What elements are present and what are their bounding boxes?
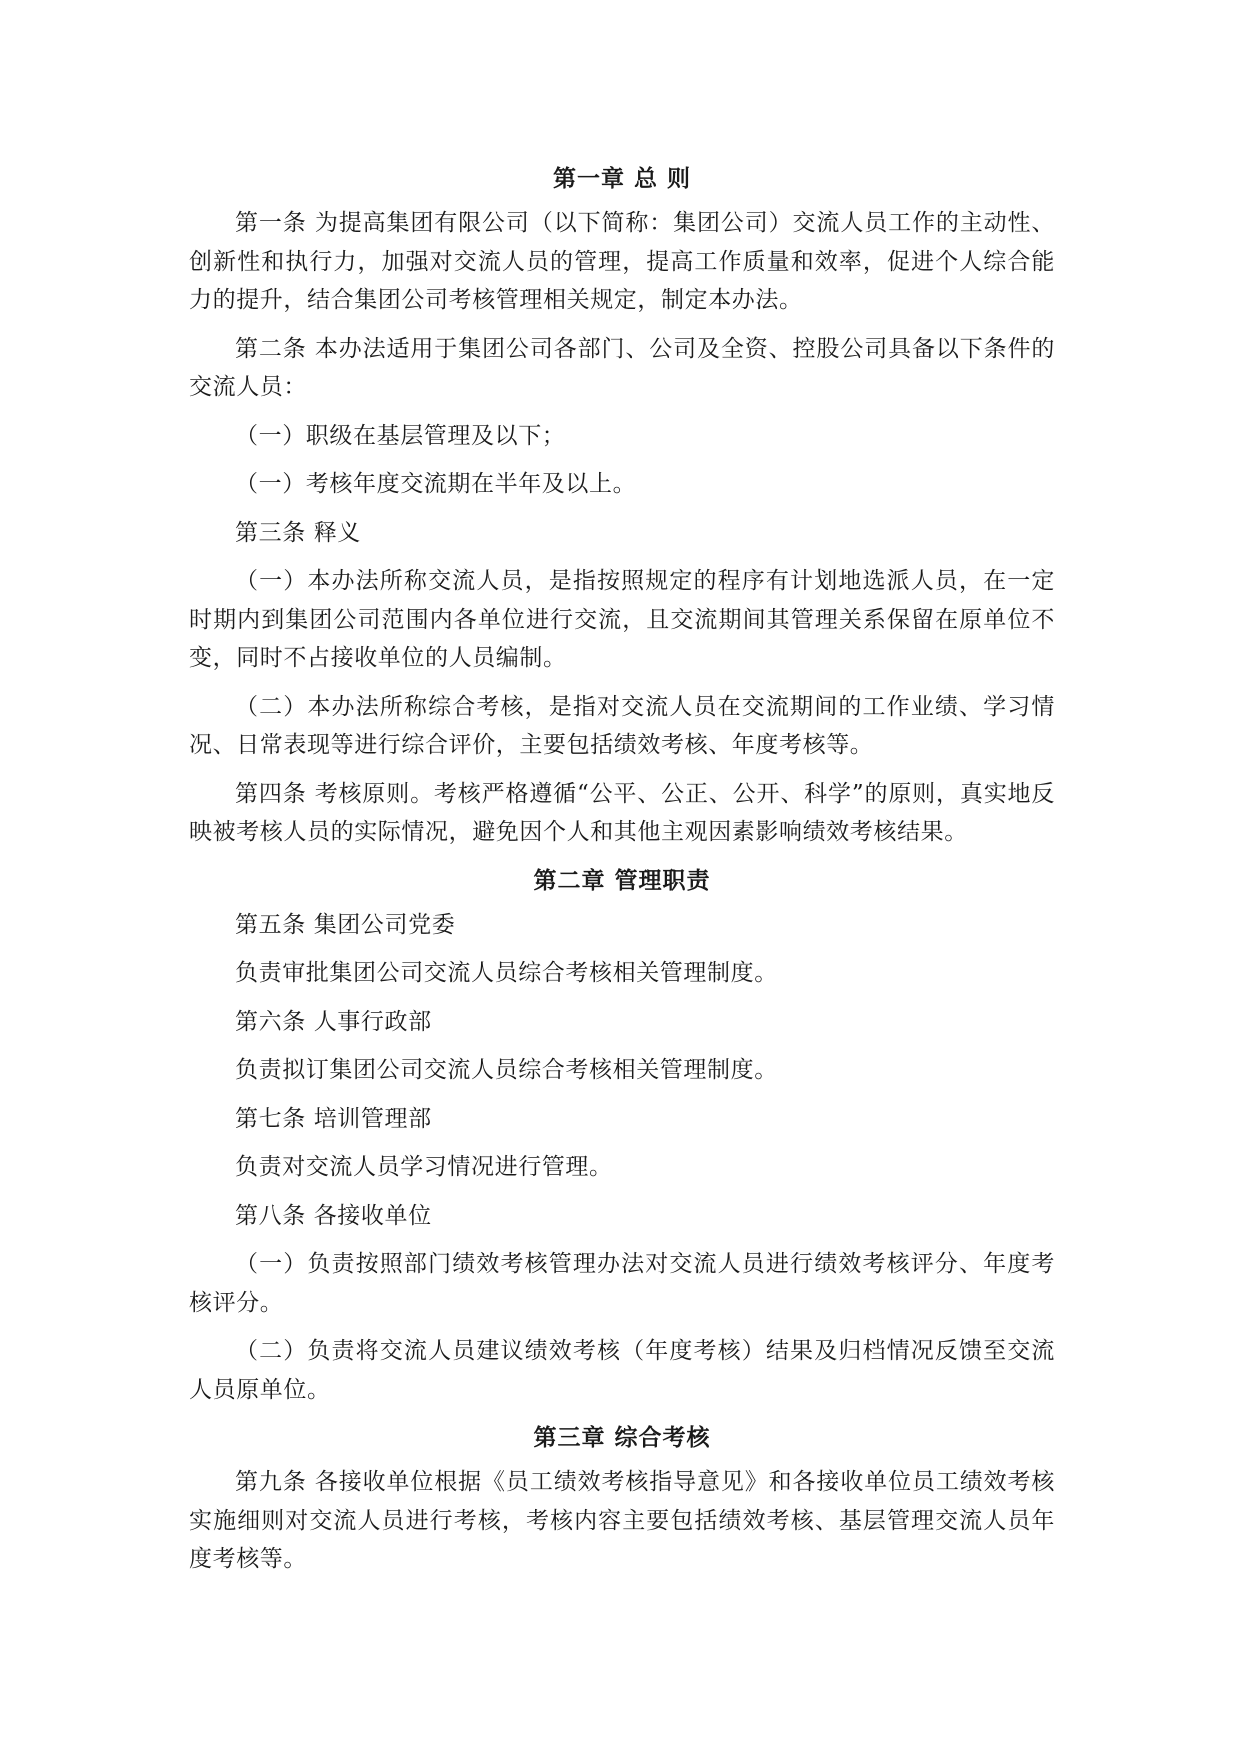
article-8-item-2: （二）负责将交流人员建议绩效考核（年度考核）结果及归档情况反馈至交流人员原单位。 — [189, 1338, 1055, 1403]
article-8-item-1: （一）负责按照部门绩效考核管理办法对交流人员进行绩效考核评分、年度考核评分。 — [189, 1251, 1055, 1316]
article-8: 第八条 各接收单位 — [235, 1202, 432, 1229]
article-3-item-2: （二）本办法所称综合考核，是指对交流人员在交流期间的工作业绩、学习情况、日常表现等进行综合评价，主要包括绩效考核、年度考核等。 — [189, 693, 1055, 758]
article-3: 第三条 释义 — [235, 519, 361, 546]
chapter-1-title: 第一章 总 则 — [552, 165, 691, 192]
article-2-item-1: （一）职级在基层管理及以下； — [235, 422, 566, 449]
article-9: 第九条 各接收单位根据《员工绩效考核指导意见》和各接收单位员工绩效考核实施细则对交流人员进行考核，考核内容主要包括绩效考核、基层管理交流人员年度考核等。 — [189, 1469, 1055, 1572]
article-2: 第二条 本办法适用于集团公司各部门、公司及全资、控股公司具备以下条件的交流人员： — [189, 335, 1055, 400]
article-5: 第五条 集团公司党委 — [235, 911, 456, 938]
article-6-body: 负责拟订集团公司交流人员综合考核相关管理制度。 — [235, 1057, 778, 1083]
article-7-body: 负责对交流人员学习情况进行管理。 — [235, 1154, 613, 1180]
chapter-3-title: 第三章 综合考核 — [533, 1424, 711, 1451]
article-7: 第七条 培训管理部 — [235, 1105, 432, 1132]
article-1: 第一条 为提高集团有限公司（以下简称：集团公司）交流人员工作的主动性、创新性和执行力，加强对交流人员的管理，提高工作质量和效率，促进个人综合能力的提升，结合集团公司考核管理相关规定，制定本办法。 — [189, 210, 1055, 313]
article-4: 第四条 考核原则。考核严格遵循“公平、公正、公开、科学”的原则，真实地反映被考核人员的实际情况，避免因个人和其他主观因素影响绩效考核结果。 — [189, 780, 1055, 845]
article-2-item-2: （一）考核年度交流期在半年及以上。 — [235, 471, 637, 497]
article-5-body: 负责审批集团公司交流人员综合考核相关管理制度。 — [235, 960, 778, 986]
chapter-2-title: 第二章 管理职责 — [533, 866, 711, 894]
article-3-item-1: （一）本办法所称交流人员，是指按照规定的程序有计划地选派人员，在一定时期内到集团公司范围内各单位进行交流，且交流期间其管理关系保留在原单位不变，同时不占接收单位的人员编制。 — [189, 568, 1055, 671]
document-page — [189, 160, 1055, 1589]
article-6: 第六条 人事行政部 — [235, 1008, 432, 1035]
